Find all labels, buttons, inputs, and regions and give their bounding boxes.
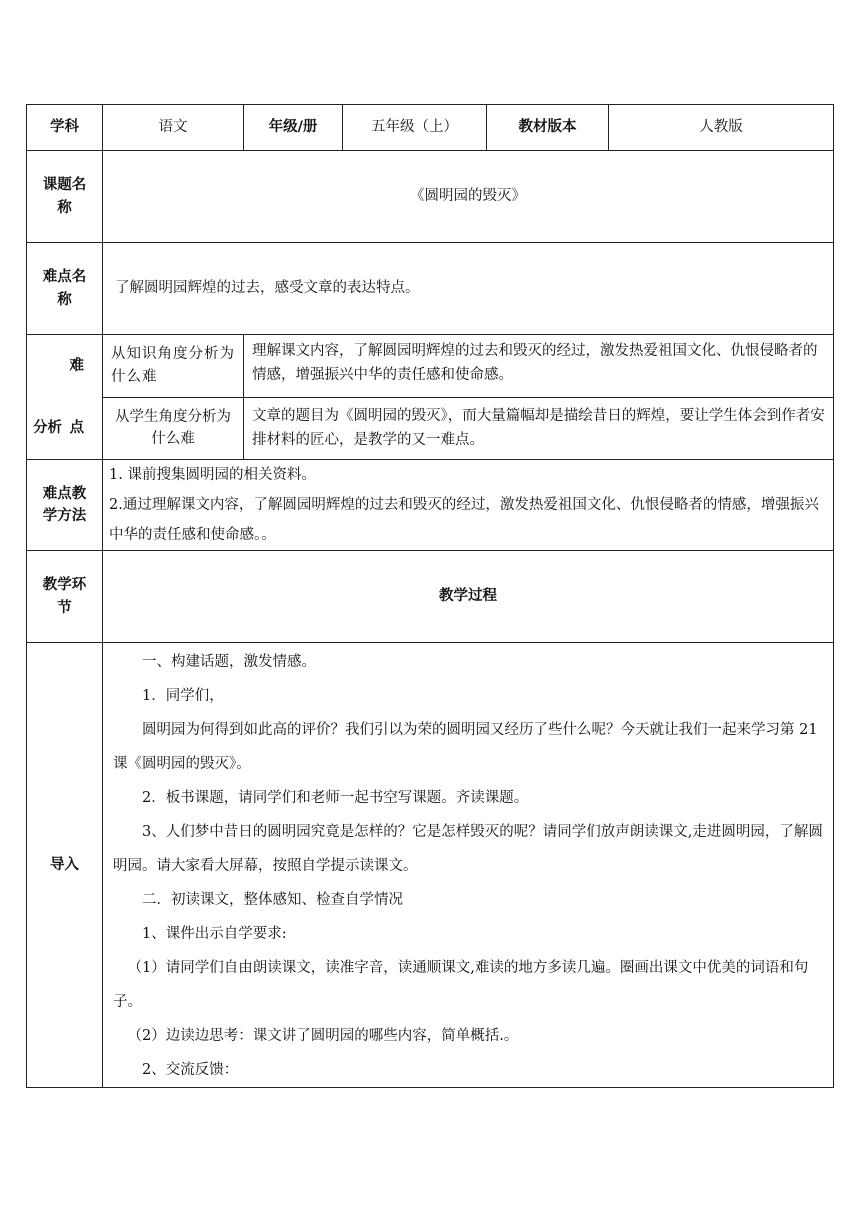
- method-label: [27, 460, 103, 551]
- intro-line-2: 1．同学们，: [142, 688, 224, 704]
- lesson-plan-table: [26, 104, 834, 1088]
- student-analysis-value: 文章的题目为《圆明园的毁灭》，而大量篇幅却是描绘昔日的辉煌，要让学生体会到作者安排材料的匠心，是教学的又一难点。: [244, 397, 834, 460]
- lesson-label: [27, 151, 103, 243]
- intro-line-8: （1）请同学们自由朗读课文，读准字音，读通顺课文,难读的地方多读几遍。圈画出课文中优美的词语和句子。: [113, 960, 809, 1010]
- intro-line-5: 3、人们梦中昔日的圆明园究竟是怎样的？它是怎样毁灭的呢？请同学们放声朗读课文,走进圆明园，了解圆明园。请大家看大屏幕，按照自学提示读课文。: [113, 824, 823, 874]
- method-label-line2: 学方法: [42, 508, 87, 524]
- difficulty-label-line2: 称: [57, 291, 72, 308]
- intro-line-3: 圆明园为何得到如此高的评价？我们引以为荣的圆明园又经历了些什么呢？今天就让我们一起来学习第 21 课《圆明园的毁灭》。: [113, 722, 818, 772]
- knowledge-analysis-label: 从知识角度分析为什么难: [103, 335, 244, 398]
- intro-label: 导入: [27, 643, 103, 1088]
- intro-line-4: 2．板书课题，请同学们和老师一起书空写课题。齐读课题。: [142, 790, 529, 806]
- intro-line-10: 2、交流反馈：: [142, 1062, 239, 1078]
- difficulty-label-line1: 难点名: [42, 269, 87, 286]
- process-title: 教学过程: [103, 551, 834, 643]
- intro-row: [27, 643, 834, 1088]
- process-step-label-line2: 节: [57, 599, 72, 616]
- method-row: [27, 460, 834, 551]
- intro-line-7: 1、课件出示自学要求:: [142, 926, 287, 942]
- method-line-1: 1. 课前搜集圆明园的相关资料。: [109, 467, 316, 483]
- analysis-label-line2: 分析: [33, 420, 62, 436]
- process-step-label-line1: 教学环: [42, 577, 87, 594]
- grade-value: 五年级（上）: [343, 105, 487, 151]
- intro-line-6: 二．初读课文，整体感知、检查自学情况: [142, 892, 403, 908]
- intro-content: [103, 643, 834, 1088]
- grade-label: 年级/册: [244, 105, 343, 151]
- process-header-row: [27, 551, 834, 643]
- analysis-student-row: [27, 397, 834, 460]
- intro-line-1: 一、构建话题，激发情感。: [142, 654, 316, 670]
- lesson-row: [27, 151, 834, 243]
- intro-line-9: （2）边读边思考：课文讲了圆明园的哪些内容，简单概括.。: [127, 1028, 519, 1044]
- knowledge-analysis-value: 理解课文内容，了解圆园明辉煌的过去和毁灭的经过，激发热爱祖国文化、仇恨侵略者的情感，增强振兴中华的责任感和使命感。: [244, 335, 834, 398]
- method-content: [103, 460, 834, 551]
- difficulty-value: 了解圆明园辉煌的过去，感受文章的表达特点。: [103, 243, 834, 335]
- analysis-knowledge-row: [27, 335, 834, 398]
- header-row: [27, 105, 834, 151]
- edition-label: 教材版本: [487, 105, 609, 151]
- method-label-line1: 难点教: [42, 485, 87, 502]
- analysis-label: [27, 335, 103, 460]
- subject-label: 学科: [27, 105, 103, 151]
- difficulty-row: [27, 243, 834, 335]
- lesson-title: 《圆明园的毁灭》: [103, 151, 834, 243]
- student-analysis-label: 从学生角度分析为什么难: [103, 397, 244, 460]
- lesson-label-line1: 课题名: [42, 177, 87, 194]
- analysis-label-line1: 难 点: [69, 358, 98, 436]
- process-step-label: [27, 551, 103, 643]
- difficulty-label: [27, 243, 103, 335]
- subject-value: 语文: [103, 105, 244, 151]
- lesson-label-line2: 称: [57, 199, 72, 216]
- method-line-2: 2.通过理解课文内容，了解圆园明辉煌的过去和毁灭的经过，激发热爱祖国文化、仇恨侵略者的情感，增强振兴中华的责任感和使命感。。: [109, 497, 819, 543]
- edition-value: 人教版: [609, 105, 834, 151]
